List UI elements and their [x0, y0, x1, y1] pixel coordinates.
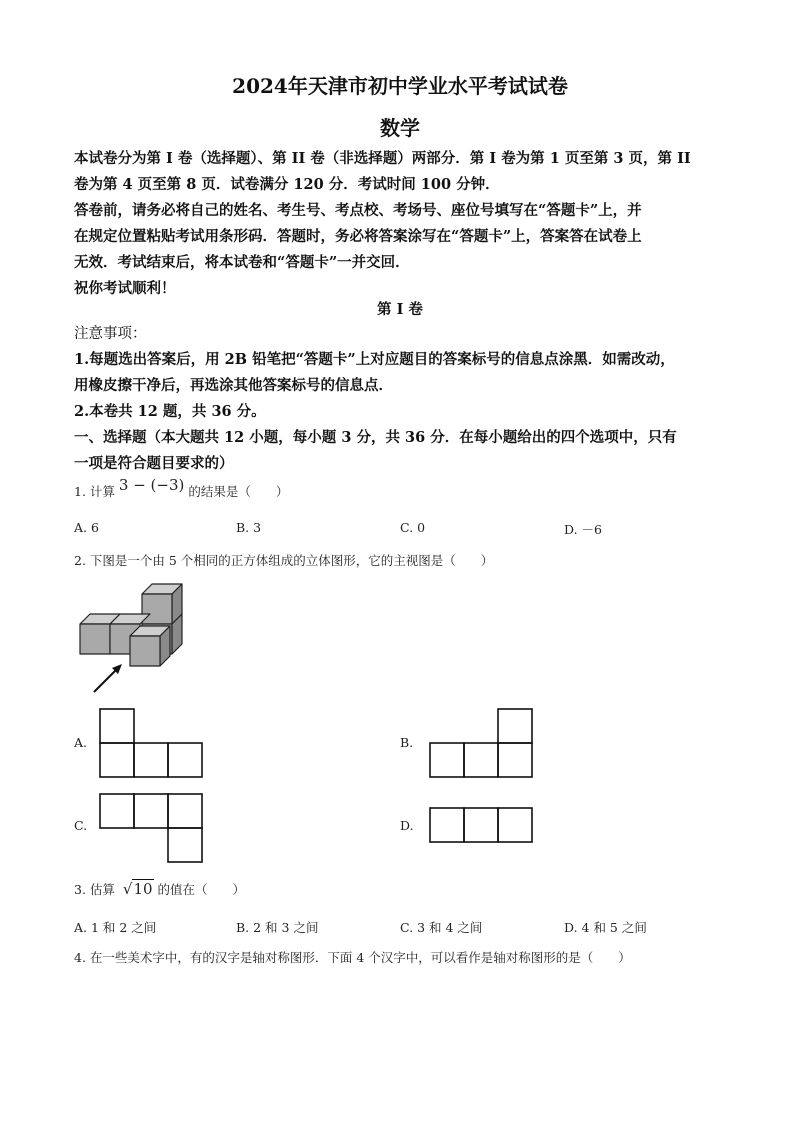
- note-line: 2.本卷共 12 题，共 36 分。: [74, 403, 266, 420]
- q1-option-a[interactable]: A. 6: [74, 520, 99, 535]
- q2-option-b-figure[interactable]: [428, 707, 536, 779]
- notes-heading: 注意事项：: [74, 326, 147, 342]
- question-3: [74, 880, 245, 898]
- q2-option-a-figure[interactable]: [98, 707, 206, 779]
- question-1: [74, 476, 289, 500]
- q2-option-c-label[interactable]: C.: [74, 818, 88, 833]
- note-line: 1.每题选出答案后，用 2B 铅笔把“答题卡”上对应题目的答案标号的信息点涂黑．如需改动，: [74, 351, 675, 368]
- q3-suffix: 的值在（ ）: [157, 882, 246, 897]
- question-2: 2. 下图是一个由 5 个相同的正方体组成的立体图形，它的主视图是（ ）: [74, 553, 494, 568]
- q3-prefix: 3. 估算: [74, 882, 115, 897]
- q2-option-d-label[interactable]: D.: [400, 818, 414, 833]
- intro-line: 祝你考试顺利！: [74, 280, 176, 297]
- q3-option-b[interactable]: B. 2 和 3 之间: [236, 920, 319, 935]
- section-title: 第 I 卷: [377, 301, 423, 318]
- q1-expression: 3 − (−3): [118, 476, 185, 494]
- q3-option-c[interactable]: C. 3 和 4 之间: [400, 920, 483, 935]
- q1-prefix: 1. 计算: [74, 484, 115, 499]
- q1-option-d[interactable]: D. －6: [564, 522, 602, 537]
- exam-title: 2024年天津市初中学业水平考试试卷: [232, 74, 568, 98]
- intro-paragraph: [74, 146, 734, 302]
- q1-option-c[interactable]: C. 0: [400, 520, 426, 535]
- q2-option-c-figure[interactable]: [98, 792, 206, 864]
- q2-option-d-figure[interactable]: [428, 806, 536, 844]
- subject-title: 数学: [380, 116, 420, 140]
- q2-option-a-label[interactable]: A.: [74, 735, 88, 750]
- intro-line: 无效．考试结束后，将本试卷和“答题卡”一并交回．: [74, 254, 410, 271]
- q3-option-a[interactable]: A. 1 和 2 之间: [74, 920, 157, 935]
- question-4: 4. 在一些美术字中，有的汉字是轴对称图形．下面 4 个汉字中，可以看作是轴对称图形的是（ ）: [74, 950, 631, 965]
- intro-line: 答卷前，请务必将自己的姓名、考生号、考点校、考场号、座位号填写在“答题卡”上，并: [74, 202, 642, 219]
- part-heading: 一、选择题（本大题共 12 小题，每小题 3 分，共 36 分．在每小题给出的四个选项中，只有: [74, 429, 677, 446]
- part-heading: 一项是符合题目要求的）: [74, 455, 234, 472]
- intro-line: 在规定位置粘贴考试用条形码．答题时，务必将答案涂写在“答题卡”上，答案答在试卷上: [74, 228, 642, 245]
- q1-suffix: 的结果是（ ）: [188, 484, 289, 499]
- q2-option-b-label[interactable]: B.: [400, 735, 414, 750]
- intro-line: 卷为第 4 页至第 8 页．试卷满分 120 分．考试时间 100 分钟．: [74, 176, 500, 193]
- notes-block: [74, 321, 734, 477]
- cube-solid-figure: [70, 580, 200, 700]
- intro-line: 本试卷分为第 I 卷（选择题）、第 II 卷（非选择题）两部分．第 I 卷为第 1 页至第 3 页，第 II: [74, 150, 691, 167]
- q3-option-d[interactable]: D. 4 和 5 之间: [564, 920, 647, 935]
- sqrt-expression: √10: [122, 880, 153, 898]
- q1-option-b[interactable]: B. 3: [236, 520, 262, 535]
- note-line: 用橡皮擦干净后，再选涂其他答案标号的信息点．: [74, 377, 393, 394]
- sqrt-radicand: 10: [133, 880, 153, 898]
